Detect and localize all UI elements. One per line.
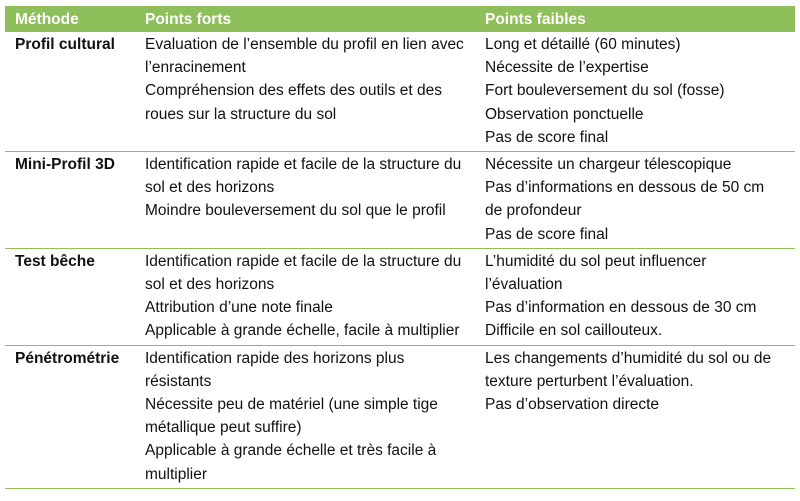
table-row bbox=[5, 248, 795, 345]
strengths-cell bbox=[135, 345, 475, 488]
strength-item: Moindre bouleversement du sol que le profil bbox=[145, 202, 446, 220]
weakness-item: Les changements d’humidité du sol ou de texture perturbent l’évaluation. bbox=[485, 349, 772, 390]
comparison-table-container bbox=[5, 6, 795, 489]
strength-item: Identification rapide et facile de la structure du sol et des horizons bbox=[145, 252, 462, 294]
weakness-item: Pas d’information en dessous de 30 cm bbox=[485, 299, 757, 317]
weakness-item: Nécessite un chargeur télescopique bbox=[485, 156, 732, 174]
header-weaknesses: Points faibles bbox=[475, 6, 795, 32]
header-strengths: Points forts bbox=[135, 6, 475, 32]
weaknesses-cell bbox=[475, 345, 795, 488]
strength-item: Nécessite peu de matériel (une simple tige métallique peut suffire) bbox=[145, 396, 438, 437]
weaknesses-cell bbox=[475, 248, 795, 345]
strength-item: Compréhension des effets des outils et des roues sur la structure du sol bbox=[145, 82, 442, 123]
weakness-item: L’humidité du sol peut influencer l’évaluation bbox=[485, 252, 707, 294]
weakness-item: Pas d’informations en dessous de 50 cm de profondeur bbox=[485, 179, 765, 220]
strengths-cell bbox=[135, 32, 475, 152]
comparison-table bbox=[5, 6, 795, 489]
table-row bbox=[5, 345, 795, 488]
weaknesses-cell bbox=[475, 152, 795, 249]
method-name: Profil cultural bbox=[5, 32, 135, 152]
table-header-row bbox=[5, 6, 795, 32]
strength-item: Identification rapide et facile de la structure du sol et des horizons bbox=[145, 156, 462, 197]
weaknesses-cell bbox=[475, 32, 795, 152]
weakness-item: Long et détaillé (60 minutes) bbox=[485, 36, 681, 53]
weakness-item: Pas de score final bbox=[485, 225, 609, 243]
strength-item: Attribution d’une note finale bbox=[145, 299, 333, 317]
method-name: Test bêche bbox=[5, 248, 135, 345]
weakness-item: Difficile en sol caillouteux. bbox=[485, 322, 663, 340]
strengths-cell bbox=[135, 248, 475, 345]
method-name: Mini-Profil 3D bbox=[5, 152, 135, 249]
strength-item: Applicable à grande échelle et très facile à multiplier bbox=[145, 442, 437, 483]
strength-item: Evaluation de l’ensemble du profil en lien avec l’enracinement bbox=[145, 36, 464, 77]
weakness-item: Fort bouleversement du sol (fosse) bbox=[485, 82, 725, 100]
table-row bbox=[5, 152, 795, 249]
method-name: Pénétrométrie bbox=[5, 345, 135, 488]
weakness-item: Pas d’observation directe bbox=[485, 396, 660, 414]
header-method: Méthode bbox=[5, 6, 135, 32]
weakness-item: Pas de score final bbox=[485, 128, 609, 146]
strength-item: Identification rapide des horizons plus résistants bbox=[145, 349, 405, 390]
weakness-item: Observation ponctuelle bbox=[485, 105, 644, 123]
strength-item: Applicable à grande échelle, facile à multiplier bbox=[145, 322, 460, 340]
strengths-cell bbox=[135, 152, 475, 249]
weakness-item: Nécessite de l’expertise bbox=[485, 59, 649, 77]
table-row bbox=[5, 32, 795, 152]
